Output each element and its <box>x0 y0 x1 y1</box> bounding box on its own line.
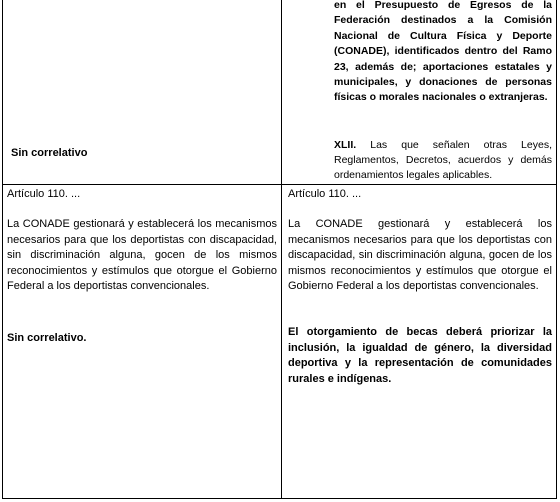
budget-fragment-text: en el Presupuesto de Egresos de la Federación destinados a la Comisión Nacional de Cultura Física y Deporte (CONADE), identificados dentro del Ramo 23, además de; aportaciones estatales y municipales, y donaciones de personas físicas o morales nacionales o extranjeras. <box>334 0 552 104</box>
section-xlii <box>334 138 552 184</box>
scholarship-addition-text: El otorgamiento de becas deberá priorizar la inclusión, la igualdad de género, la diversidad deportiva y la representación de comunidades rurales e indígenas. <box>288 325 552 385</box>
cell-bottom-left <box>7 187 277 497</box>
cell-top-left <box>7 0 277 184</box>
column-divider <box>281 0 282 498</box>
row-divider <box>3 184 556 185</box>
cell-top-right <box>288 0 552 184</box>
section-xlii-number: XLII. <box>334 139 357 151</box>
article-heading: Artículo 110. ... <box>288 188 362 200</box>
article-paragraph: La CONADE gestionará y establecerá los mecanismos necesarios para que los deportistas con discapacidad, sin discriminación alguna, gocen de los mismos reconocimientos y estímulos que otorgue el Gobierno Federal a los deportistas convencionales. <box>288 218 552 293</box>
article-heading: Artículo 110. ... <box>7 188 81 200</box>
comparison-table <box>2 0 557 499</box>
article-paragraph: La CONADE gestionará y establecerá los mecanismos necesarios para que los deportistas con discapacidad, sin discriminación alguna, gocen de los mismos reconocimientos y estímulos que otorgue el Gobierno Federal a los deportistas convencionales. <box>7 218 277 293</box>
section-xlii-text: Las que señalen otras Leyes, Reglamentos, Decretos, acuerdos y demás ordenamientos legales aplicables. <box>334 139 552 182</box>
no-correlative-label: Sin correlativo <box>11 147 88 159</box>
cell-bottom-right <box>288 187 552 497</box>
no-correlative-label: Sin correlativo. <box>7 331 87 344</box>
